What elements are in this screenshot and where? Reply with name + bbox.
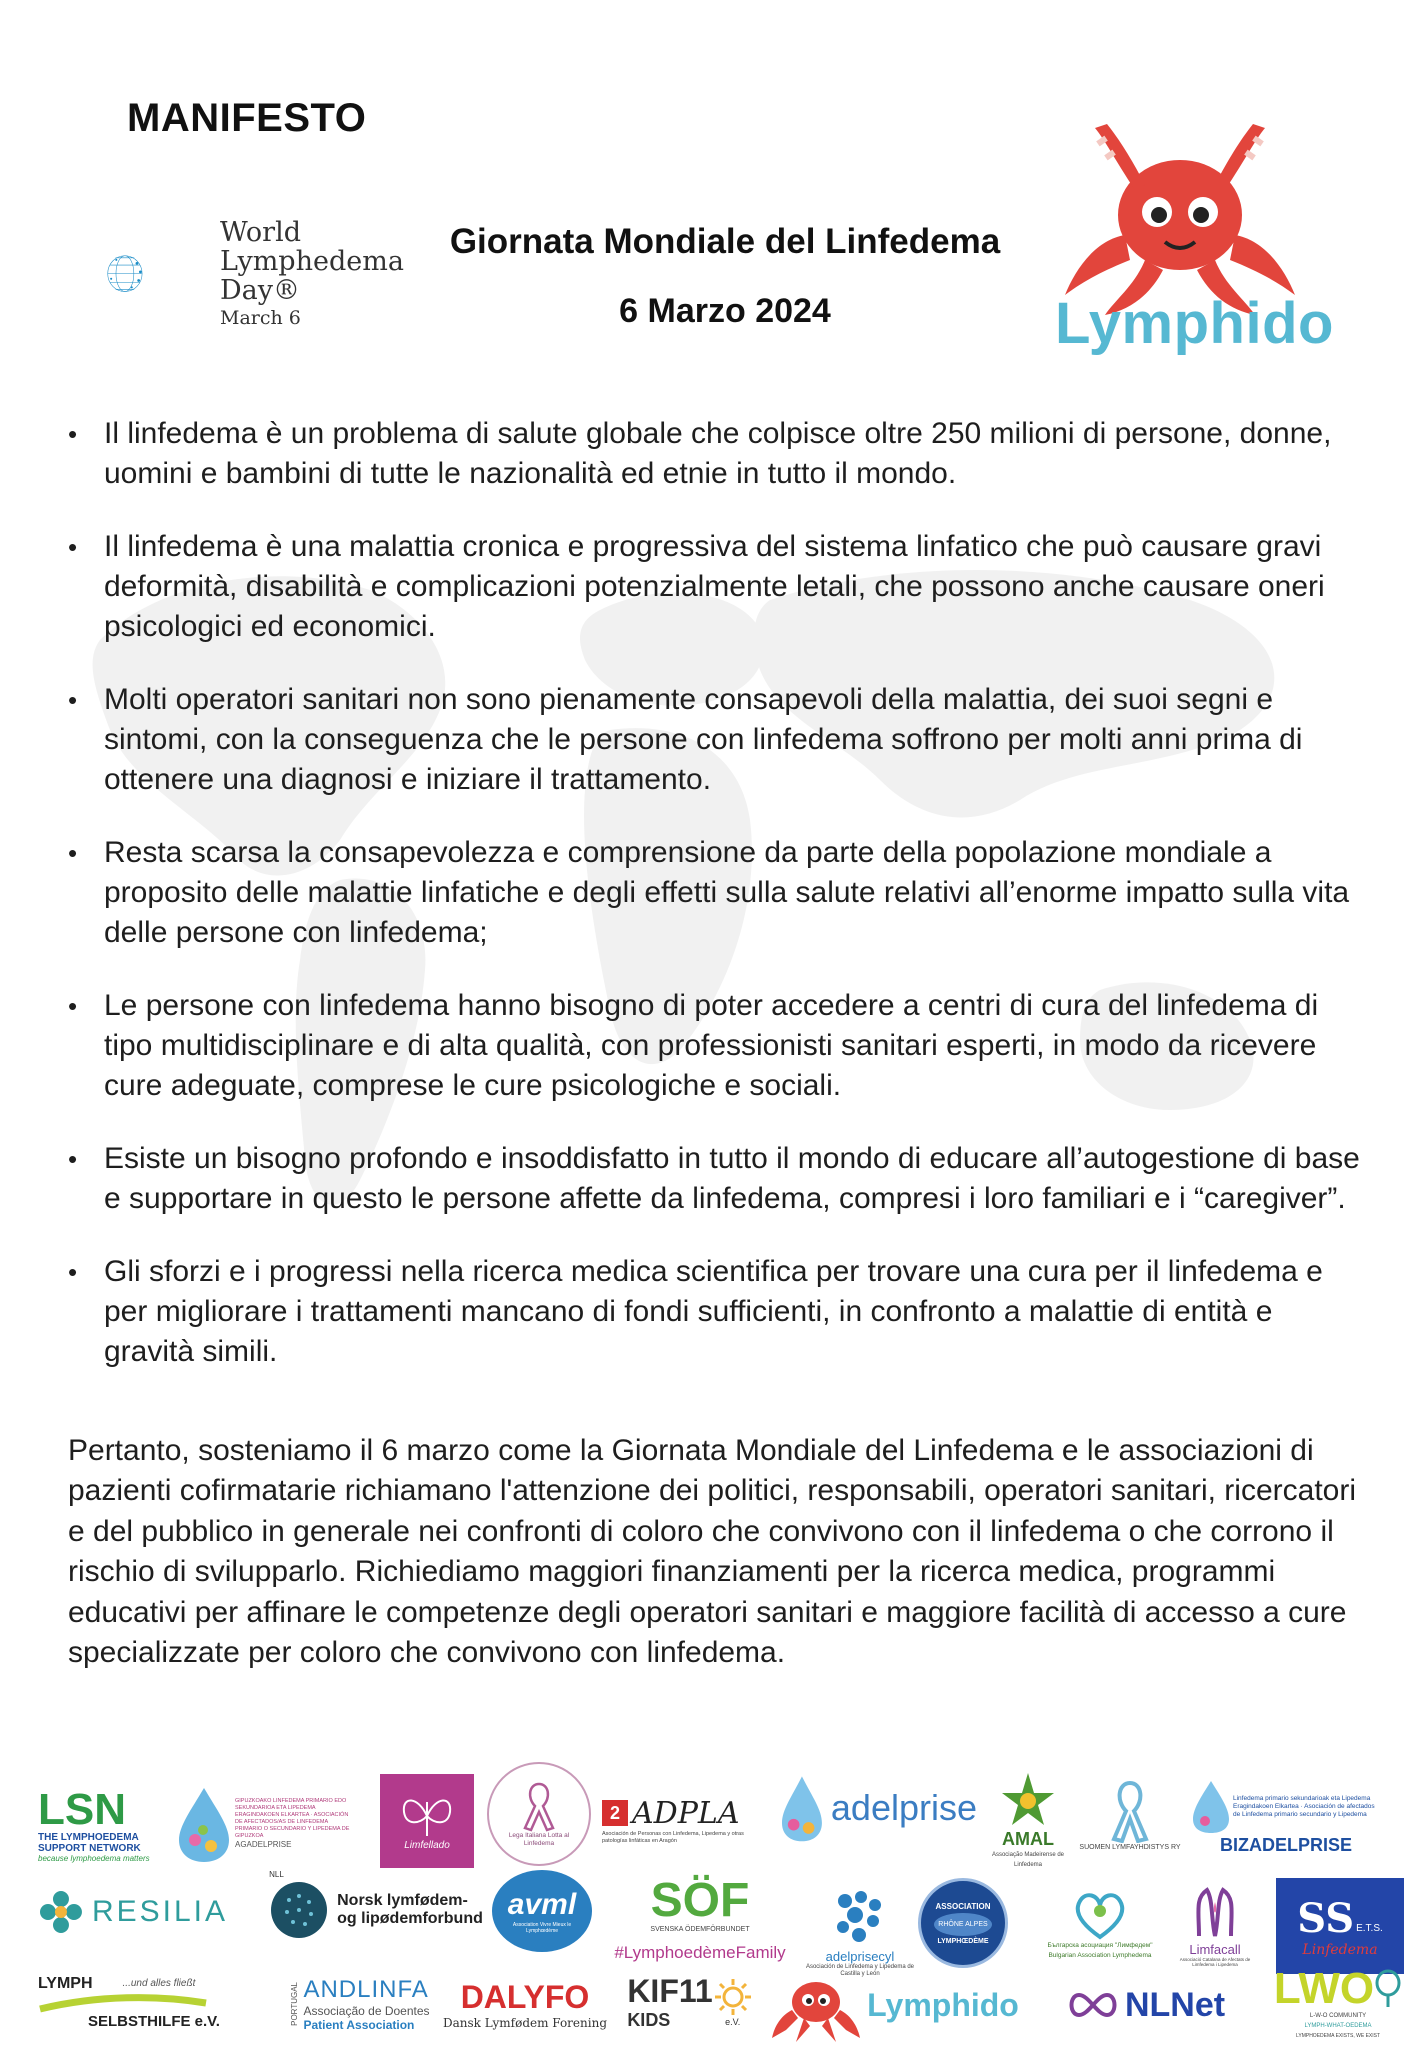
selbsthilfe-top: LYMPH <box>38 1974 93 1992</box>
water-drop-icon <box>777 1766 827 1850</box>
octopus-small-icon <box>768 1972 864 2044</box>
hand-dots-icon <box>825 1887 895 1949</box>
suomen-logo <box>1070 1766 1190 1866</box>
limfacall-mark-icon <box>1185 1882 1245 1942</box>
lymphido-small-name: Lymphido <box>867 1986 1019 2023</box>
adpla-sub: Asociación de Personas con Linfedema, Lipedema y otras patologías linfáticas en Aragón <box>602 1830 744 1844</box>
ribbon-icon <box>519 1780 559 1832</box>
kif11-ev: e.V. <box>725 2017 741 2027</box>
dotted-globe-icon <box>269 1880 329 1940</box>
avml-logo <box>492 1870 592 1952</box>
lsn-name: LSN <box>38 1784 126 1834</box>
nll-logo <box>266 1870 486 1950</box>
adpla-mark-icon: 2 <box>602 1800 628 1826</box>
agadelprise-logo <box>168 1780 358 1868</box>
ribbon-icon <box>1108 1779 1152 1843</box>
page-title: MANIFESTO <box>127 96 367 140</box>
bullet-item: • Esiste un bisogno profondo e insoddisfatto in tutto il mondo di educare all’autogestione di base e supportare in questo le persone affette da linfedema, compresi i loro familiari e i “caregiver”. <box>68 1139 1368 1219</box>
manifesto-bullets <box>68 414 1368 1405</box>
lymph-selbsthilfe-logo <box>38 1962 288 2042</box>
nlnet-logo <box>1030 1980 1260 2030</box>
rhone-alpes-logo <box>918 1878 1008 1968</box>
kif11-sub: KIDS <box>627 2010 671 2030</box>
wld-line-3: Day® <box>220 275 300 306</box>
adpla-name: ADPLA <box>632 1795 740 1831</box>
closing-paragraph: Pertanto, sosteniamo il 6 marzo come la Giornata Mondiale del Linfedema e le associazioni di pazienti cofirmatarie richiamano l'attenzione dei politici, responsabili, operatori sanitari, ricercatori e del pubblico in generale nei confronti di coloro che convivono con il linfedema o che corrono il rischio di svilupparlo. Richiediamo maggiori finanziamenti per la ricerca medica, programmi educativi per affinare le competenze degli operatori sanitari e maggiore facilità di accesso a cure specializzate per coloro che convivono con linfedema. <box>68 1434 1356 1670</box>
adelprise-name: adelprise <box>830 1787 977 1828</box>
andlinfa-line1: Associação de Doentes <box>303 2004 430 2018</box>
lymphido-logo-text: Lymphido <box>1055 291 1334 356</box>
swoosh-icon <box>38 1993 208 2013</box>
bulgarian-logo <box>1020 1878 1180 1970</box>
heart-hands-icon <box>1070 1887 1130 1941</box>
sponsor-logos <box>0 1740 1418 2048</box>
water-drop-icon <box>1189 1779 1233 1835</box>
suomen-name: SUOMEN LYMFAYHDISTYS RY <box>1079 1844 1181 1851</box>
bullet-item: • Il linfedema è un problema di salute globale che colpisce oltre 250 milioni di persone, donne, uomini e bambini di tutte le nazionalità ed etnie in tutto il mondo. <box>68 414 1368 494</box>
andlinfa-logo <box>282 1964 438 2044</box>
bullet-item: • Le persone con linfedema hanno bisogno di poter accedere a centri di cura del linfedema di tipo multidisciplinare e di alta qualità, con professionisti sanitari esperti, in modo da ricevere cure adeguate, comprese le cure psicologiche e sociali. <box>68 986 1368 1106</box>
limfellado-name: Limfellado <box>404 1839 450 1851</box>
bizadelprise-logo <box>1182 1768 1390 1866</box>
adelprisecyl-sub: Asociación de Linfedema y Lipedema de Castilla y León <box>805 1963 915 1977</box>
globe-icon <box>106 212 216 337</box>
bullet-item: • Resta scarsa la consapevolezza e comprensione da parte della popolazione mondiale a proposito delle malattie linfatiche e degli effetti sulla salute relativi all’enorme impatto sulla vita delle persone con linfedema; <box>68 833 1368 953</box>
wld-line-1: World <box>220 217 301 248</box>
bulgarian-name: Bulgarian Association Lymphedema <box>1048 1952 1152 1959</box>
lsn-line2: SUPPORT NETWORK <box>38 1842 141 1854</box>
resilia-logo <box>38 1882 228 1942</box>
dalyfo-name: DALYFO <box>460 1978 590 2015</box>
rhone-top: ASSOCIATION <box>935 1901 991 1911</box>
lega-name: Lega Italiana Lotta al Linfedema <box>508 1832 570 1847</box>
lwo-sub: L-W-O COMMUNITY <box>1309 2013 1367 2019</box>
adpla-logo <box>602 1780 752 1860</box>
amal-sub: Associação Madeirense de Linfedema <box>991 1851 1065 1868</box>
avml-sub: Association Vivre Mieux le Lymphœdème <box>512 1922 572 1934</box>
nlnet-name: NLNet <box>1124 1985 1226 2024</box>
ss-sub: Linfedema <box>1302 1941 1378 1958</box>
agadelprise-text: GIPUZKOAKO LINFEDEMA PRIMARIO EDO SEKUNDARIOA ETA LIPEDEMA ERAGINDAKOEN ELKARTEA · ASOCIACIÓN DE AFECTADOS/AS DE LINFEDEMA PRIMARIO O SECUNDARIO Y LIPEDEMA DE GIPUZKOA <box>235 1798 350 1839</box>
selbsthilfe-tag: ...und alles fließt <box>122 1978 196 1989</box>
dalyfo-sub: Dansk Lymfødem Forening <box>442 2015 607 2030</box>
lwo-logo <box>1270 1962 1406 2046</box>
sof-name: SÖF <box>650 1874 750 1927</box>
adelprisecyl-name: adelprisecyl <box>825 1948 895 1964</box>
lsn-logo <box>38 1785 160 1865</box>
resilia-name: RESILIA <box>91 1895 228 1928</box>
sof-sub: SVENSKA ÖDEMFÖRBUNDET <box>650 1926 750 1933</box>
infinity-icon <box>1065 1987 1121 2023</box>
kif11-name: KIF11 <box>627 1973 713 2009</box>
event-title: Giornata Mondiale del Linfedema <box>449 222 1001 261</box>
bizadelprise-name: BIZADELPRISE <box>1219 1834 1352 1855</box>
bulgarian-text: Българска асоциация "Лимфедем" <box>1047 1942 1153 1949</box>
bullet-item: • Gli sforzi e i progressi nella ricerca medica scientifica per trovare una cura per il linfedema e per migliorare i trattamenti mancano di fondi sufficienti, in confronto a malattie di entità e gravità simili. <box>68 1252 1368 1372</box>
bizadelprise-text: Linfedema primario sekundarioak eta Lipedema Eragindakoen Elkartea · Asociación de afectados de Linfedema primario secundario y Lipedema <box>1233 1794 1375 1818</box>
rhone-mid: RHÔNE ALPES <box>934 1913 991 1936</box>
nll-badge: NLL <box>269 1870 284 1879</box>
agadelprise-name: AGADELPRISE <box>235 1840 292 1849</box>
water-drop-icon <box>173 1784 235 1864</box>
dalyfo-logo <box>440 1966 610 2042</box>
andlinfa-name: ANDLINFA <box>303 1976 429 2003</box>
ss-name: SS <box>1297 1894 1355 1942</box>
andlinfa-country: PORTUGAL <box>290 1982 300 2026</box>
bullet-item: • Il linfedema è una malattia cronica e progressiva del sistema linfatico che può causare gravi deformità, disabilità e complicazioni potenzialmente letali, che possono anche causare oneri psicologici ed economici. <box>68 527 1368 647</box>
ss-logo <box>1276 1878 1404 1974</box>
kif11-logo <box>620 1962 760 2042</box>
event-date: 6 Marzo 2024 <box>619 292 831 330</box>
lymphoedeme-family: #LymphoedèmeFamily <box>614 1943 786 1962</box>
lwo-sub2: LYMPH-WHAT-OEDEMA <box>1304 2023 1372 2029</box>
bullet-item: • Molti operatori sanitari non sono pienamente consapevoli della malattia, dei suoi segni e sintomi, con la conseguenza che le persone con linfedema soffrono per molti anni prima di ottenere una diagnosi e iniziare il trattamento. <box>68 680 1368 800</box>
avml-name: avml <box>507 1888 577 1921</box>
lwo-sub3: LYMPHOEDEMA EXISTS, WE EXIST <box>1295 2033 1381 2039</box>
sof-logo <box>600 1870 800 1970</box>
lymphido-small-logo <box>868 1980 1018 2030</box>
limfellado-logo <box>380 1774 474 1868</box>
leaf-star-icon <box>998 1771 1058 1829</box>
sun-icon <box>713 1977 753 2017</box>
selbsthilfe-bottom: SELBSTHILFE e.V. <box>88 2012 220 2030</box>
amal-name: AMAL <box>1002 1828 1054 1849</box>
andlinfa-line2: Patient Association <box>303 2018 415 2032</box>
tennis-racket-icon <box>1374 1969 1402 2009</box>
amal-logo <box>978 1770 1078 1870</box>
ss-suffix: E.T.S. <box>1356 1922 1383 1934</box>
rhone-bottom: LYMPHŒDÈME <box>937 1937 989 1945</box>
wld-line-2: Lymphedema <box>220 246 404 277</box>
butterfly-icon <box>400 1792 454 1840</box>
lsn-tagline: because lymphoedema matters <box>38 1853 150 1863</box>
event-header <box>430 222 1020 331</box>
limfacall-logo <box>1170 1874 1260 1974</box>
lsn-line1: THE LYMPHOEDEMA <box>38 1831 139 1843</box>
nll-line2: og lipødemforbund <box>337 1910 483 1927</box>
adelprise-logo <box>777 1762 977 1854</box>
lwo-name: LWO <box>1273 1964 1375 2013</box>
lega-italiana-logo <box>487 1762 591 1866</box>
limfacall-name: Limfacall <box>1189 1941 1241 1957</box>
nll-line1: Norsk lymfødem- <box>337 1892 468 1909</box>
wld-line-4: March 6 <box>220 307 301 329</box>
limfacall-sub: Associació Catalana de Afectats de Limfedema i Lipedema <box>1179 1956 1251 1967</box>
flower-icon <box>38 1889 84 1935</box>
